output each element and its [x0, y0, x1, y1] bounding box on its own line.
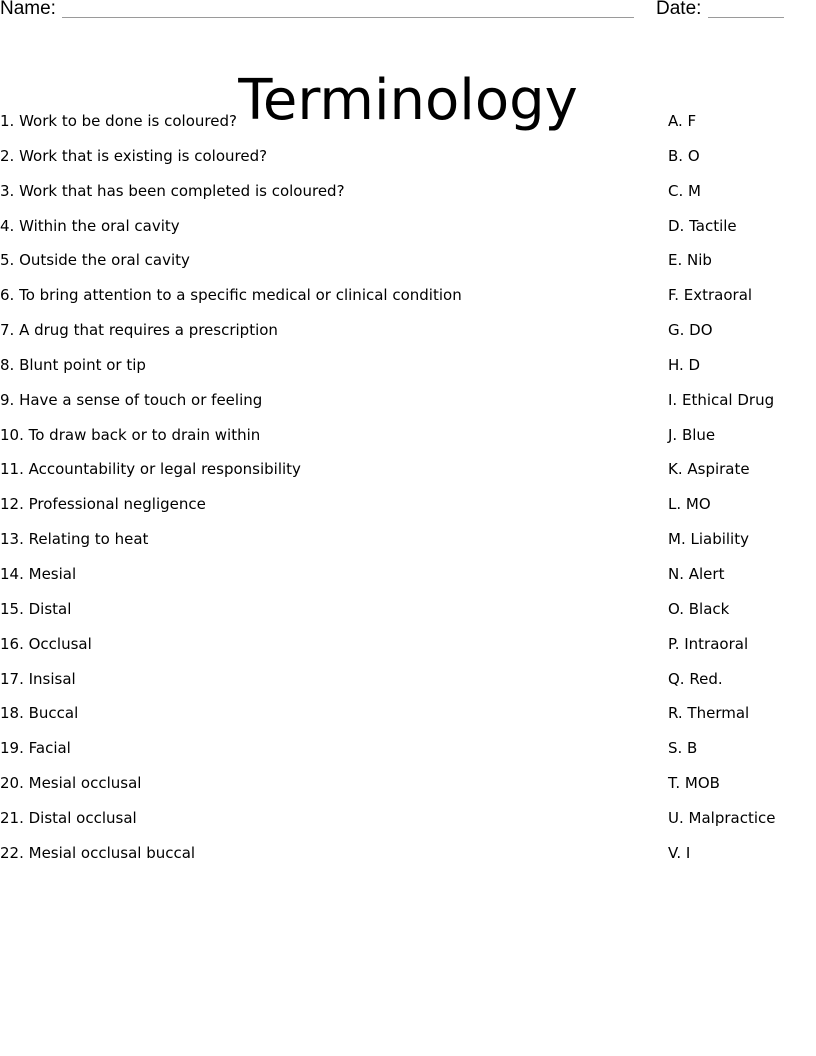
question-text: 18. Buccal: [0, 704, 79, 723]
answer-option: D. Tactile: [668, 216, 737, 235]
question-text: 3. Work that has been completed is coloured?: [0, 181, 345, 200]
matching-row: [0, 459, 816, 494]
matching-row: [0, 564, 816, 599]
question-text: 12. Professional negligence: [0, 495, 206, 514]
matching-row: [0, 250, 816, 285]
question-text: 9. Have a sense of touch or feeling: [0, 390, 263, 409]
date-label: Date:: [656, 0, 702, 19]
matching-row: [0, 843, 816, 878]
name-label: Name:: [0, 0, 56, 19]
matching-row: [0, 425, 816, 460]
answer-option: P. Intraoral: [668, 634, 749, 653]
matching-row: [0, 529, 816, 564]
answer-option: F. Extraoral: [668, 286, 753, 305]
answer-option: H. D: [668, 355, 701, 374]
answer-option: B. O: [668, 146, 700, 165]
question-text: 2. Work that is existing is coloured?: [0, 146, 268, 165]
matching-row: [0, 599, 816, 634]
matching-row: [0, 181, 816, 216]
question-text: 11. Accountability or legal responsibility: [0, 460, 301, 479]
answer-option: U. Malpractice: [668, 808, 776, 827]
matching-row: [0, 390, 816, 425]
question-text: 21. Distal occlusal: [0, 808, 137, 827]
question-text: 1. Work to be done is coloured?: [0, 112, 237, 130]
question-text: 10. To draw back or to drain within: [0, 425, 261, 444]
question-text: 19. Facial: [0, 739, 71, 758]
matching-row: [0, 111, 816, 146]
date-blank-line: [708, 17, 784, 18]
answer-option: A. F: [668, 112, 697, 130]
matching-row: [0, 773, 816, 808]
name-blank-line: [62, 17, 634, 18]
matching-row: [0, 703, 816, 738]
answer-option: E. Nib: [668, 251, 712, 270]
answer-option: O. Black: [668, 599, 730, 618]
answer-option: V. I: [668, 843, 691, 862]
matching-row: [0, 285, 816, 320]
question-text: 8. Blunt point or tip: [0, 355, 146, 374]
question-text: 4. Within the oral cavity: [0, 216, 180, 235]
matching-row: [0, 738, 816, 773]
question-text: 20. Mesial occlusal: [0, 774, 142, 793]
answer-option: S. B: [668, 739, 698, 758]
question-text: 16. Occlusal: [0, 634, 92, 653]
question-text: 15. Distal: [0, 599, 72, 618]
matching-row: [0, 669, 816, 704]
answer-option: L. MO: [668, 495, 711, 514]
matching-row: [0, 320, 816, 355]
answer-option: J. Blue: [668, 425, 716, 444]
question-text: 13. Relating to heat: [0, 530, 149, 549]
answer-option: M. Liability: [668, 530, 749, 549]
question-text: 7. A drug that requires a prescription: [0, 321, 278, 340]
question-text: 17. Insisal: [0, 669, 76, 688]
worksheet-header: [0, 0, 816, 24]
matching-list: [0, 111, 816, 878]
answer-option: R. Thermal: [668, 704, 750, 723]
matching-row: [0, 494, 816, 529]
matching-row: [0, 216, 816, 251]
answer-option: T. MOB: [668, 774, 720, 793]
question-text: 22. Mesial occlusal buccal: [0, 843, 196, 862]
matching-row: [0, 634, 816, 669]
matching-row: [0, 355, 816, 390]
question-text: 6. To bring attention to a specific medical or clinical condition: [0, 286, 462, 305]
page-title: Terminology: [238, 67, 578, 133]
matching-row: [0, 146, 816, 181]
answer-option: Q. Red.: [668, 669, 723, 688]
matching-row: [0, 808, 816, 843]
answer-option: K. Aspirate: [668, 460, 750, 479]
question-text: 14. Mesial: [0, 564, 77, 583]
answer-option: I. Ethical Drug: [668, 390, 775, 409]
answer-option: G. DO: [668, 321, 713, 340]
answer-option: N. Alert: [668, 564, 725, 583]
question-text: 5. Outside the oral cavity: [0, 251, 190, 270]
answer-option: C. M: [668, 181, 701, 200]
